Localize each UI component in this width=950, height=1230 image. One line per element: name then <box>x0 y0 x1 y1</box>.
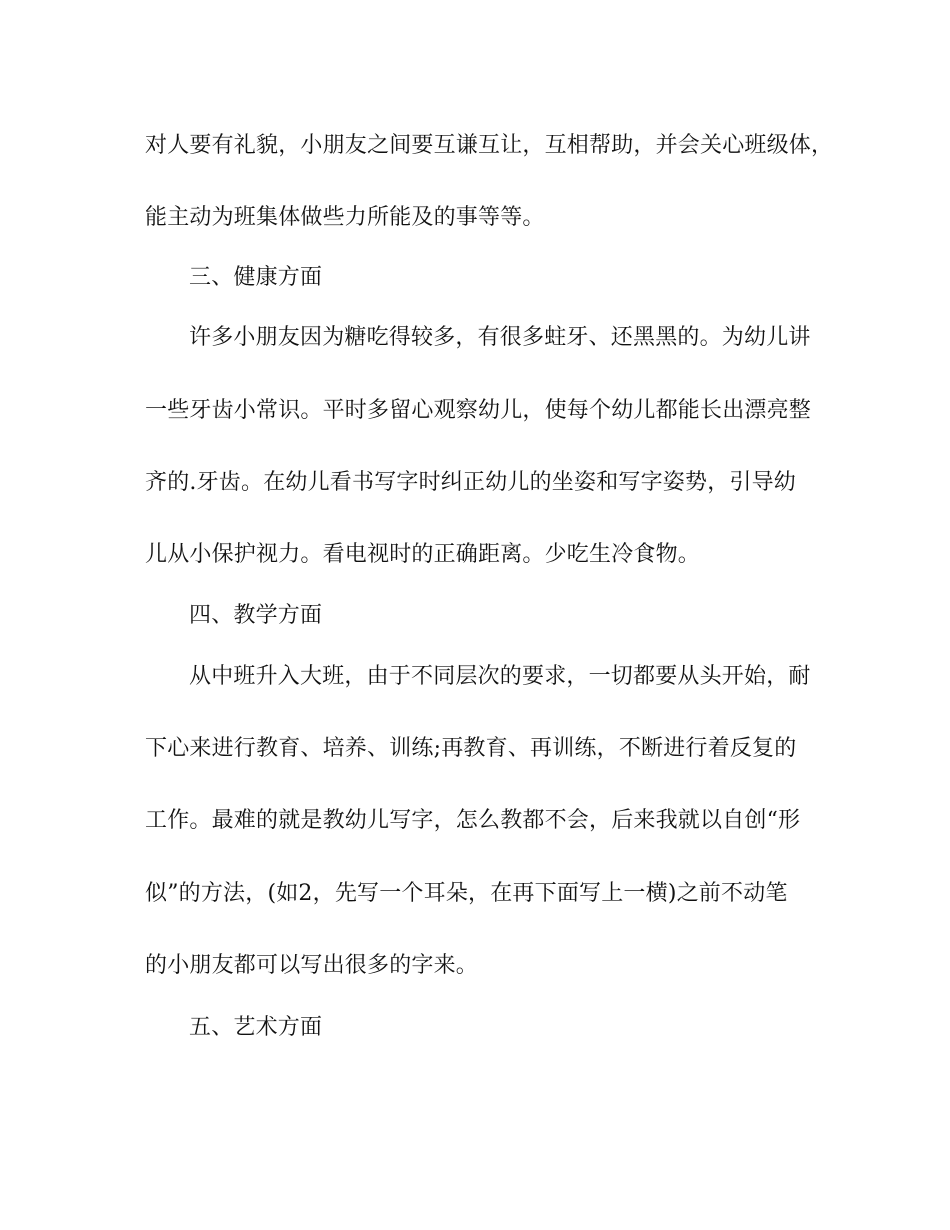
paragraph-line: 齐的.牙齿。在幼儿看书写字时纠正幼儿的坐姿和写字姿势，引导幼 <box>145 470 796 495</box>
paragraph-line: 对人要有礼貌，小朋友之间要互谦互让，互相帮助，并会关心班级体， <box>145 133 834 158</box>
section-heading-art: 五、艺术方面 <box>189 1015 323 1040</box>
paragraph-line: 一些牙齿小常识。平时多留心观察幼儿，使每个幼儿都能长出漂亮整 <box>145 398 812 423</box>
paragraph-line: 能主动为班集体做些力所能及的事等等。 <box>145 205 545 230</box>
paragraph-line: 的小朋友都可以写出很多的字来。 <box>145 953 479 978</box>
paragraph-line: 似”的方法，(如2，先写一个耳朵，在再下面写上一横)之前不动笔 <box>145 881 788 906</box>
paragraph-line: 下心来进行教育、培养、训练;再教育、再训练，不断进行着反复的 <box>145 736 797 761</box>
paragraph-line: 儿从小保护视力。看电视时的正确距离。少吃生冷食物。 <box>145 542 701 567</box>
paragraph-line: 从中班升入大班，由于不同层次的要求，一切都要从头开始，耐 <box>189 664 811 689</box>
paragraph-line: 工作。最难的就是教幼儿写字，怎么教都不会，后来我就以自创“形 <box>145 808 801 833</box>
paragraph-line: 许多小朋友因为糖吃得较多，有很多蛀牙、还黑黑的。为幼儿讲 <box>189 325 811 350</box>
section-heading-health: 三、健康方面 <box>189 265 323 290</box>
section-heading-teaching: 四、教学方面 <box>189 603 323 628</box>
